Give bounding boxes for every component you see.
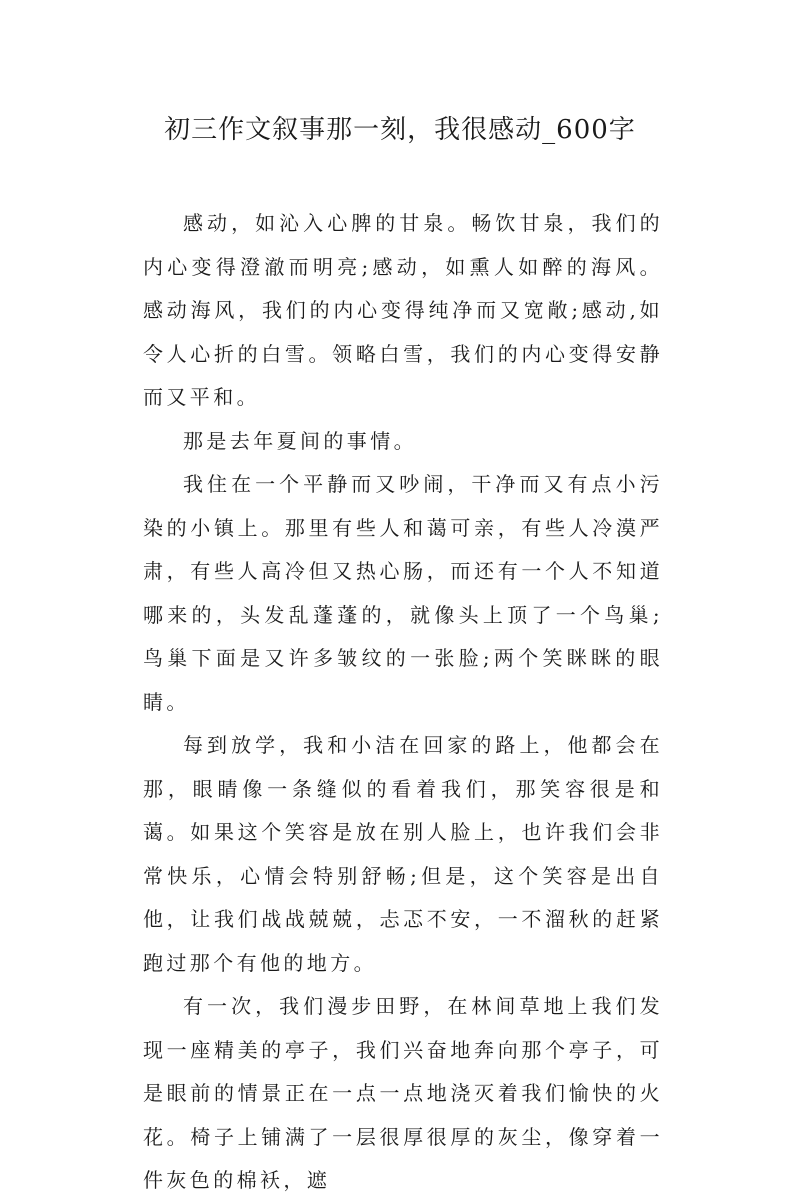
- paragraph-4: 每到放学，我和小洁在回家的路上，他都会在那，眼睛像一条缝似的看着我们，那笑容很是和蔼。如果这个笑容是放在别人脸上，也许我们会非常快乐，心情会特别舒畅;但是，这个笑容是出自他，让我们战战兢兢，忐忑不安，一不溜秋的赶紧跑过那个有他的地方。: [143, 733, 663, 975]
- essay-body: [143, 202, 663, 1203]
- paragraph-3: 我住在一个平静而又吵闹，干净而又有点小污染的小镇上。那里有些人和蔼可亲，有些人冷漠严肃，有些人高冷但又热心肠，而还有一个人不知道哪来的，头发乱蓬蓬的，就像头上顶了一个鸟巢;鸟巢下面是又许多皱纹的一张脸;两个笑眯眯的眼睛。: [143, 472, 663, 714]
- page-title: 初三作文叙事那一刻，我很感动_600字: [164, 115, 636, 145]
- paragraph-1: 感动，如沁入心脾的甘泉。畅饮甘泉，我们的内心变得澄澈而明亮;感动，如熏人如醉的海风。感动海风，我们的内心变得纯净而又宽敞;感动,如令人心折的白雪。领略白雪，我们的内心变得安静而又平和。: [143, 211, 663, 409]
- paragraph-2: 那是去年夏间的事情。: [183, 428, 417, 453]
- paragraph-5: 有一次，我们漫步田野，在林间草地上我们发现一座精美的亭子，我们兴奋地奔向那个亭子，可是眼前的情景正在一点一点地浇灭着我们愉快的火花。椅子上铺满了一层很厚很厚的灰尘，像穿着一件灰色的棉袄，遮: [143, 994, 663, 1192]
